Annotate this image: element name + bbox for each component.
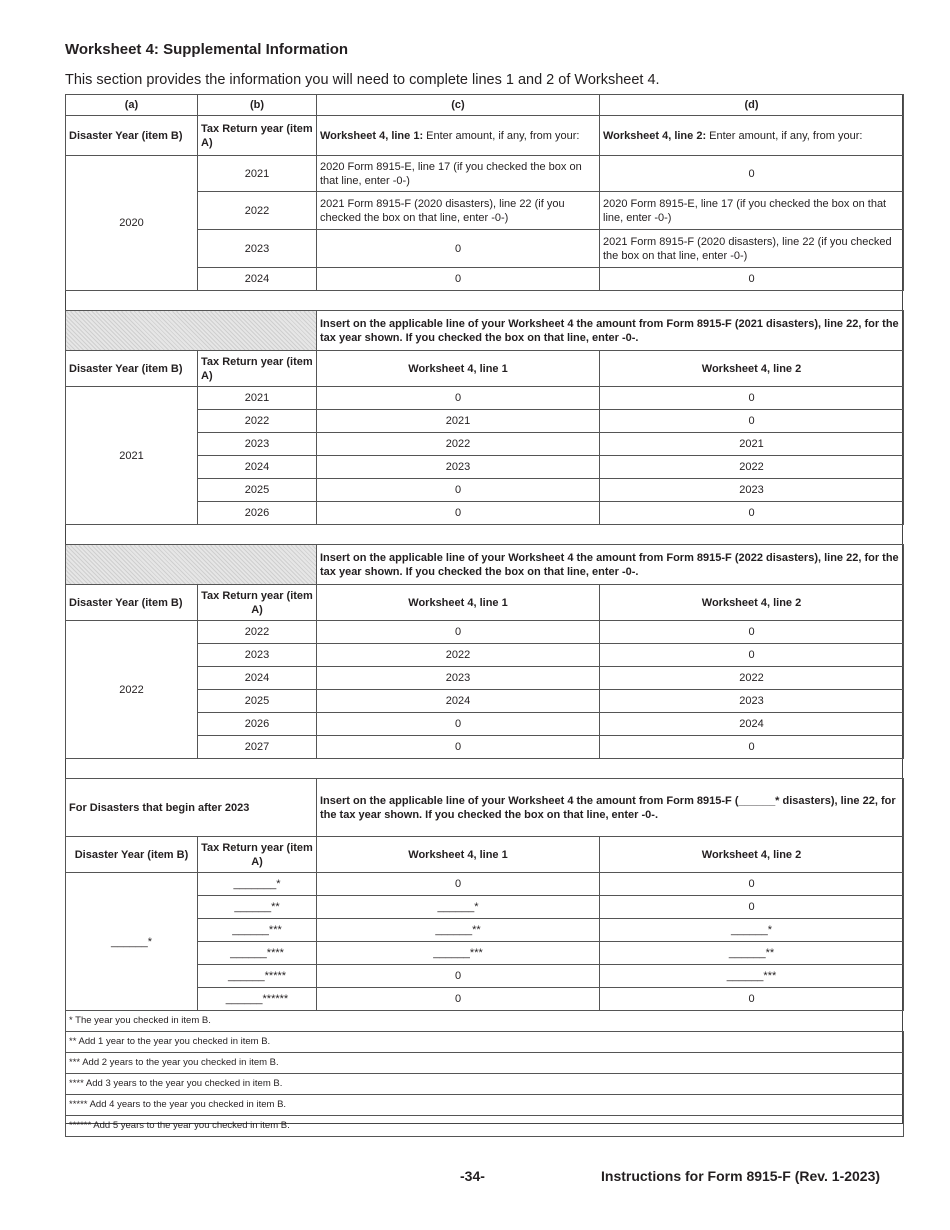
shaded-cell xyxy=(66,311,317,351)
disaster-year-header: Disaster Year (item B) xyxy=(66,351,198,387)
page-number: -34- xyxy=(460,1168,485,1184)
line1-cell: 0 xyxy=(317,479,600,502)
disaster-year-cell: 2020 xyxy=(66,156,198,291)
line1-cell: 0 xyxy=(317,873,600,896)
tax-year-cell: 2024 xyxy=(198,667,317,690)
line1-cell: 2024 xyxy=(317,690,600,713)
tax-year-cell: 2023 xyxy=(198,230,317,268)
after-2023-label: For Disasters that begin after 2023 xyxy=(66,779,317,837)
tax-return-year-header: Tax Return year (item A) xyxy=(198,585,317,621)
line1-cell: 2023 xyxy=(317,456,600,479)
tax-year-cell: ______****** xyxy=(198,988,317,1011)
footnote: *** Add 2 years to the year you checked in item B. xyxy=(66,1053,904,1074)
footnote: ** Add 1 year to the year you checked in item B. xyxy=(66,1032,904,1053)
page-title: Worksheet 4: Supplemental Information xyxy=(65,41,349,58)
disaster-year-header: Disaster Year (item B) xyxy=(66,116,198,156)
footnote: ***** Add 4 years to the year you checked in item B. xyxy=(66,1095,904,1116)
tax-year-cell: 2025 xyxy=(198,690,317,713)
footnote-row xyxy=(66,1095,904,1116)
line1-cell: 2022 xyxy=(317,433,600,456)
line1-cell: 0 xyxy=(317,621,600,644)
line1-cell: 2023 xyxy=(317,667,600,690)
table-row xyxy=(66,387,904,410)
tax-year-cell: 2027 xyxy=(198,736,317,759)
table2-header-row xyxy=(66,351,904,387)
tax-year-cell: 2025 xyxy=(198,479,317,502)
tax-year-cell: ______***** xyxy=(198,965,317,988)
tax-return-year-header: Tax Return year (item A) xyxy=(198,116,317,156)
line1-cell: 0 xyxy=(317,713,600,736)
line2-cell: ______* xyxy=(600,919,904,942)
form-reference: Instructions for Form 8915-F (Rev. 1-2023) xyxy=(601,1168,881,1184)
tax-year-cell: 2024 xyxy=(198,268,317,291)
line1-cell: 0 xyxy=(317,965,600,988)
line2-cell: 0 xyxy=(600,621,904,644)
insert-instruction: Insert on the applicable line of your Worksheet 4 the amount from Form 8915-F (2022 disasters), line 22, for the tax year shown. If you checked the box on that line, enter -0-. xyxy=(317,545,904,585)
tax-year-cell: 2026 xyxy=(198,502,317,525)
section-gap xyxy=(66,759,904,779)
tax-year-cell: 2022 xyxy=(198,621,317,644)
line2-cell: 0 xyxy=(600,736,904,759)
line1-cell: ______*** xyxy=(317,942,600,965)
line2-cell: 2024 xyxy=(600,713,904,736)
col-letter-b: (b) xyxy=(198,95,317,116)
line2-header: Worksheet 4, line 2 xyxy=(600,585,904,621)
tax-year-cell: 2024 xyxy=(198,456,317,479)
line2-cell: 2022 xyxy=(600,456,904,479)
line2-cell: 0 xyxy=(600,387,904,410)
line2-cell: 0 xyxy=(600,896,904,919)
col-letter-c: (c) xyxy=(317,95,600,116)
table-row xyxy=(66,156,904,192)
column-letters-row xyxy=(66,95,904,116)
line1-header: Worksheet 4, line 1 xyxy=(317,351,600,387)
table-row xyxy=(66,873,904,896)
line2-header: Worksheet 4, line 2: Enter amount, if any, from your: xyxy=(600,116,904,156)
tax-year-cell: ______**** xyxy=(198,942,317,965)
line2-cell: 2023 xyxy=(600,479,904,502)
line1-cell: 0 xyxy=(317,268,600,291)
disaster-year-cell: ______* xyxy=(66,873,198,1011)
tax-year-cell: 2026 xyxy=(198,713,317,736)
line1-cell: 2022 xyxy=(317,644,600,667)
line1-cell: 0 xyxy=(317,502,600,525)
line2-cell: 0 xyxy=(600,156,904,192)
table4-header-row xyxy=(66,837,904,873)
section-gap xyxy=(66,291,904,311)
line1-cell: ______** xyxy=(317,919,600,942)
tax-year-cell: 2022 xyxy=(198,410,317,433)
line2-cell: 2021 xyxy=(600,433,904,456)
footnote-row xyxy=(66,1074,904,1095)
section-gap xyxy=(66,525,904,545)
line2-header: Worksheet 4, line 2 xyxy=(600,351,904,387)
tax-year-cell: ______*** xyxy=(198,919,317,942)
line2-cell: 2022 xyxy=(600,667,904,690)
tax-year-cell: 2022 xyxy=(198,192,317,230)
line2-cell: 0 xyxy=(600,988,904,1011)
line2-cell: 0 xyxy=(600,873,904,896)
table-row xyxy=(66,621,904,644)
table1-header-row xyxy=(66,116,904,156)
col-letter-d: (d) xyxy=(600,95,904,116)
line2-cell: 0 xyxy=(600,644,904,667)
tax-year-cell: _______* xyxy=(198,873,317,896)
intro-text: This section provides the information you will need to complete lines 1 and 2 of Worksheet 4. xyxy=(65,72,660,88)
footnote-row xyxy=(66,1032,904,1053)
line2-cell: 2021 Form 8915-F (2020 disasters), line 22 (if you checked the box on that line, enter -0-) xyxy=(600,230,904,268)
col-letter-a: (a) xyxy=(66,95,198,116)
line2-cell: ______*** xyxy=(600,965,904,988)
disaster-year-cell: 2021 xyxy=(66,387,198,525)
tax-year-cell: 2023 xyxy=(198,433,317,456)
line1-cell: 0 xyxy=(317,736,600,759)
tax-year-cell: 2021 xyxy=(198,156,317,192)
insert-instruction: Insert on the applicable line of your Worksheet 4 the amount from Form 8915-F (2021 disasters), line 22, for the tax year shown. If you checked the box on that line, enter -0-. xyxy=(317,311,904,351)
footnote: * The year you checked in item B. xyxy=(66,1011,904,1032)
footnote-row xyxy=(66,1053,904,1074)
line1-cell: 0 xyxy=(317,988,600,1011)
tax-year-cell: 2023 xyxy=(198,644,317,667)
line1-cell: 0 xyxy=(317,230,600,268)
footnote: ****** Add 5 years to the year you checked in item B. xyxy=(66,1116,904,1137)
line2-header: Worksheet 4, line 2 xyxy=(600,837,904,873)
table2-instruction-row xyxy=(66,311,904,351)
line2-cell: 0 xyxy=(600,502,904,525)
tax-year-cell: ______** xyxy=(198,896,317,919)
line2-cell: 0 xyxy=(600,268,904,291)
worksheet-4-table xyxy=(65,94,904,1137)
line1-cell: ______* xyxy=(317,896,600,919)
line1-cell: 0 xyxy=(317,387,600,410)
line1-header: Worksheet 4, line 1: Enter amount, if any, from your: xyxy=(317,116,600,156)
disaster-year-cell: 2022 xyxy=(66,621,198,759)
footnote-row xyxy=(66,1116,904,1137)
footnote-row xyxy=(66,1011,904,1032)
shaded-cell xyxy=(66,545,317,585)
line1-cell: 2021 xyxy=(317,410,600,433)
disaster-year-header: Disaster Year (item B) xyxy=(66,585,198,621)
insert-instruction: Insert on the applicable line of your Worksheet 4 the amount from Form 8915-F (______* disasters), line 22, for the tax year shown. If you checked the box on that line, enter -0-. xyxy=(317,779,904,837)
footnote: **** Add 3 years to the year you checked in item B. xyxy=(66,1074,904,1095)
table3-header-row xyxy=(66,585,904,621)
line1-cell: 2020 Form 8915-E, line 17 (if you checked the box on that line, enter -0-) xyxy=(317,156,600,192)
line2-cell: 2023 xyxy=(600,690,904,713)
line2-cell: ______** xyxy=(600,942,904,965)
table4-instruction-row xyxy=(66,779,904,837)
line1-header: Worksheet 4, line 1 xyxy=(317,837,600,873)
tax-return-year-header: Tax Return year (item A) xyxy=(198,837,317,873)
disaster-year-header: Disaster Year (item B) xyxy=(66,837,198,873)
line2-cell: 0 xyxy=(600,410,904,433)
tax-return-year-header: Tax Return year (item A) xyxy=(198,351,317,387)
table3-instruction-row xyxy=(66,545,904,585)
line1-cell: 2021 Form 8915-F (2020 disasters), line 22 (if you checked the box on that line, enter -0-) xyxy=(317,192,600,230)
line1-header: Worksheet 4, line 1 xyxy=(317,585,600,621)
line2-cell: 2020 Form 8915-E, line 17 (if you checked the box on that line, enter -0-) xyxy=(600,192,904,230)
tax-year-cell: 2021 xyxy=(198,387,317,410)
